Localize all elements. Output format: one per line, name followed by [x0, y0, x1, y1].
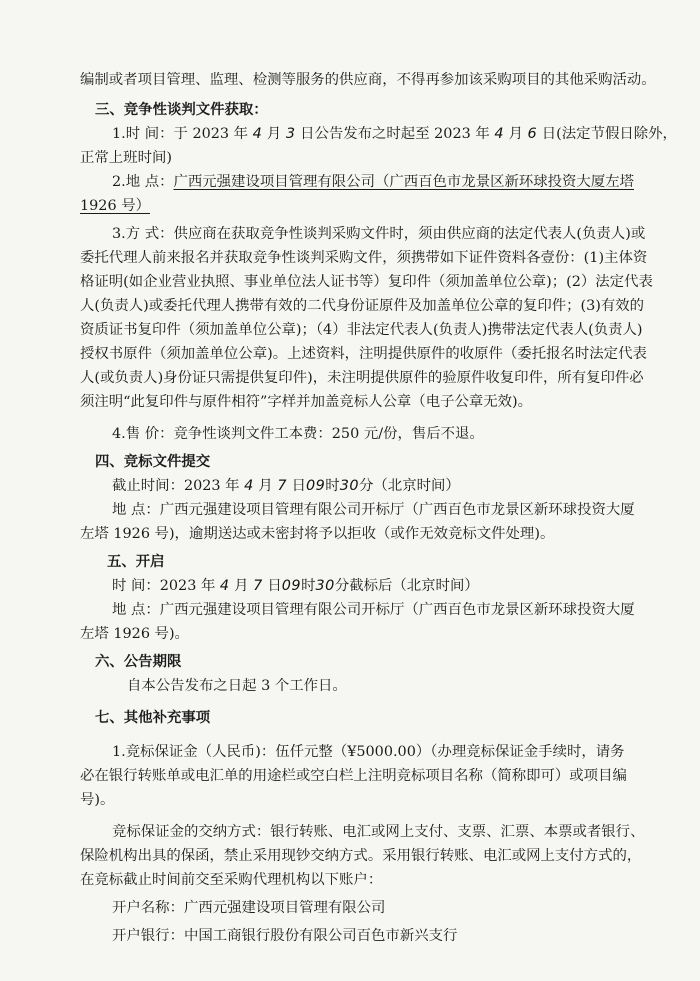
text-fragment: 月 — [508, 126, 523, 142]
method-line: 授权书原件（须加盖单位公章)。上述资料，注明提供原件的收原件（委托报名时法定代表 — [80, 346, 647, 362]
sec5-place-line2: 左塔 1926 号)。 — [80, 626, 189, 642]
section5-heading: 五、开启 — [107, 553, 165, 570]
sec3-time-line2: 正常上班时间) — [80, 150, 172, 166]
handwritten-day: 3 — [285, 126, 296, 142]
method-line: 须注明“此复印件与原件相符”字样并加盖竞标人公章（电子公章无效)。 — [80, 394, 533, 410]
text-fragment: 日(法定节假日除外， — [541, 126, 677, 142]
deposit-line: 必在银行转账单或电汇单的用途栏或空白栏上注明竞标项目名称（简称即可）或项目编 — [80, 768, 627, 784]
pay-line: 保险机构出具的保函，禁止采用现钞交纳方式。采用银行转账、电汇或网上支付方式的， — [80, 848, 642, 864]
text-fragment: 时 — [325, 478, 340, 494]
text-fragment: 时 间：2023 年 — [112, 578, 216, 594]
handwritten-minute: 30 — [339, 478, 360, 494]
deposit-line: 号)。 — [80, 792, 115, 808]
sec3-time-line — [112, 124, 700, 144]
method-line: 资质证书复印件（须加盖单位公章)；（4）非法定代表人(负责人)携带法定代表人(负责人) — [80, 322, 643, 338]
handwritten-day: 7 — [253, 578, 263, 594]
text-fragment: 分（北京时间） — [359, 478, 460, 494]
text-fragment: 分截标后（北京时间） — [334, 578, 479, 594]
text-fragment: 月 — [234, 578, 249, 594]
text-fragment: 日 — [267, 578, 282, 594]
method-line: 人(或负责人)身份证只需提供复印件)，未注明提供原件的验原件收复印件，所有复印件必 — [80, 370, 644, 386]
handwritten-month: 4 — [252, 126, 263, 142]
text-fragment: 时 — [301, 578, 316, 594]
handwritten-day: 6 — [527, 126, 538, 142]
text-fragment: 1.时 间：于 2023 年 — [112, 126, 249, 142]
pay-line: 在竞标截止时间前交至采购代理机构以下账户： — [80, 872, 383, 888]
account-bank: 开户银行：中国工商银行股份有限公司百色市新兴支行 — [112, 928, 458, 944]
text-fragment: 日 — [291, 478, 306, 494]
account-name: 开户名称：广西元强建设项目管理有限公司 — [112, 900, 386, 916]
sec4-place-line: 地 点：广西元强建设项目管理有限公司开标厅（广西百色市龙景区新环球投资大厦 — [112, 502, 635, 518]
sec5-place-line: 地 点：广西元强建设项目管理有限公司开标厅（广西百色市龙景区新环球投资大厦 — [112, 602, 635, 618]
text-fragment: 月 — [258, 478, 273, 494]
method-line: 人(负责人)或委托代理人携带有效的二代身份证原件及加盖单位公章的复印件；(3)有效的 — [80, 298, 645, 314]
sec4-place-line2: 左塔 1926 号)，逾期送达或未密封将予以拒收（或作无效竞标文件处理)。 — [80, 526, 555, 542]
handwritten-month: 4 — [244, 478, 254, 494]
section7-heading: 七、其他补充事项 — [95, 709, 211, 726]
method-line: 委托代理人前来报名并获取竞争性谈判采购文件，须携带如下证件资料各壹份：(1)主体资 — [80, 250, 648, 266]
sale-line: 4.售 价：竞争性谈判文件工本费：250 元/份，售后不退。 — [112, 426, 484, 442]
text-fragment: 2.地 点： — [112, 174, 174, 190]
intro-line: 编制或者项目管理、监理、检测等服务的供应商，不得再参加该采购项目的其他采购活动。 — [80, 72, 656, 88]
section3-heading: 三、竞争性谈判文件获取： — [95, 101, 268, 118]
handwritten-hour: 09 — [305, 478, 326, 494]
deadline-line — [112, 476, 700, 496]
section6-heading: 六、公告期限 — [95, 653, 182, 670]
handwritten-month: 4 — [494, 126, 504, 142]
place-underlined: 广西元强建设项目管理有限公司（广西百色市龙景区新环球投资大厦左塔 — [173, 174, 634, 190]
handwritten-day: 7 — [277, 478, 287, 494]
deposit-line: 1.竞标保证金（人民币)：伍仟元整（¥5000.00）（办理竞标保证金手续时，请务 — [112, 744, 625, 760]
text-fragment: 月 — [266, 126, 282, 142]
handwritten-month: 4 — [219, 578, 230, 594]
place-underlined: 1926 号） — [80, 198, 150, 214]
section4-heading: 四、竞标文件提交 — [95, 453, 211, 470]
sec3-place-line2 — [80, 196, 700, 216]
handwritten-hour: 09 — [281, 578, 302, 594]
method-line: 格证明(如企业营业执照、事业单位法人证书等）复印件（须加盖单位公章)；(2）法定代表 — [80, 274, 653, 290]
handwritten-minute: 30 — [315, 578, 335, 594]
text-fragment: 日公告发布之时起至 2023 年 — [300, 126, 490, 142]
text-fragment: 截止时间：2023 年 — [112, 478, 240, 494]
method-line: 3.方 式：供应商在获取竞争性谈判采购文件时，须由供应商的法定代表人(负责人)或 — [112, 226, 646, 242]
open-time-line — [112, 576, 700, 596]
pay-line: 竞标保证金的交纳方式：银行转账、电汇或网上支付、支票、汇票、本票或者银行、 — [112, 824, 645, 840]
sec3-place-line — [112, 172, 700, 192]
sec6-text: 自本公告发布之日起 3 个工作日。 — [127, 678, 347, 694]
